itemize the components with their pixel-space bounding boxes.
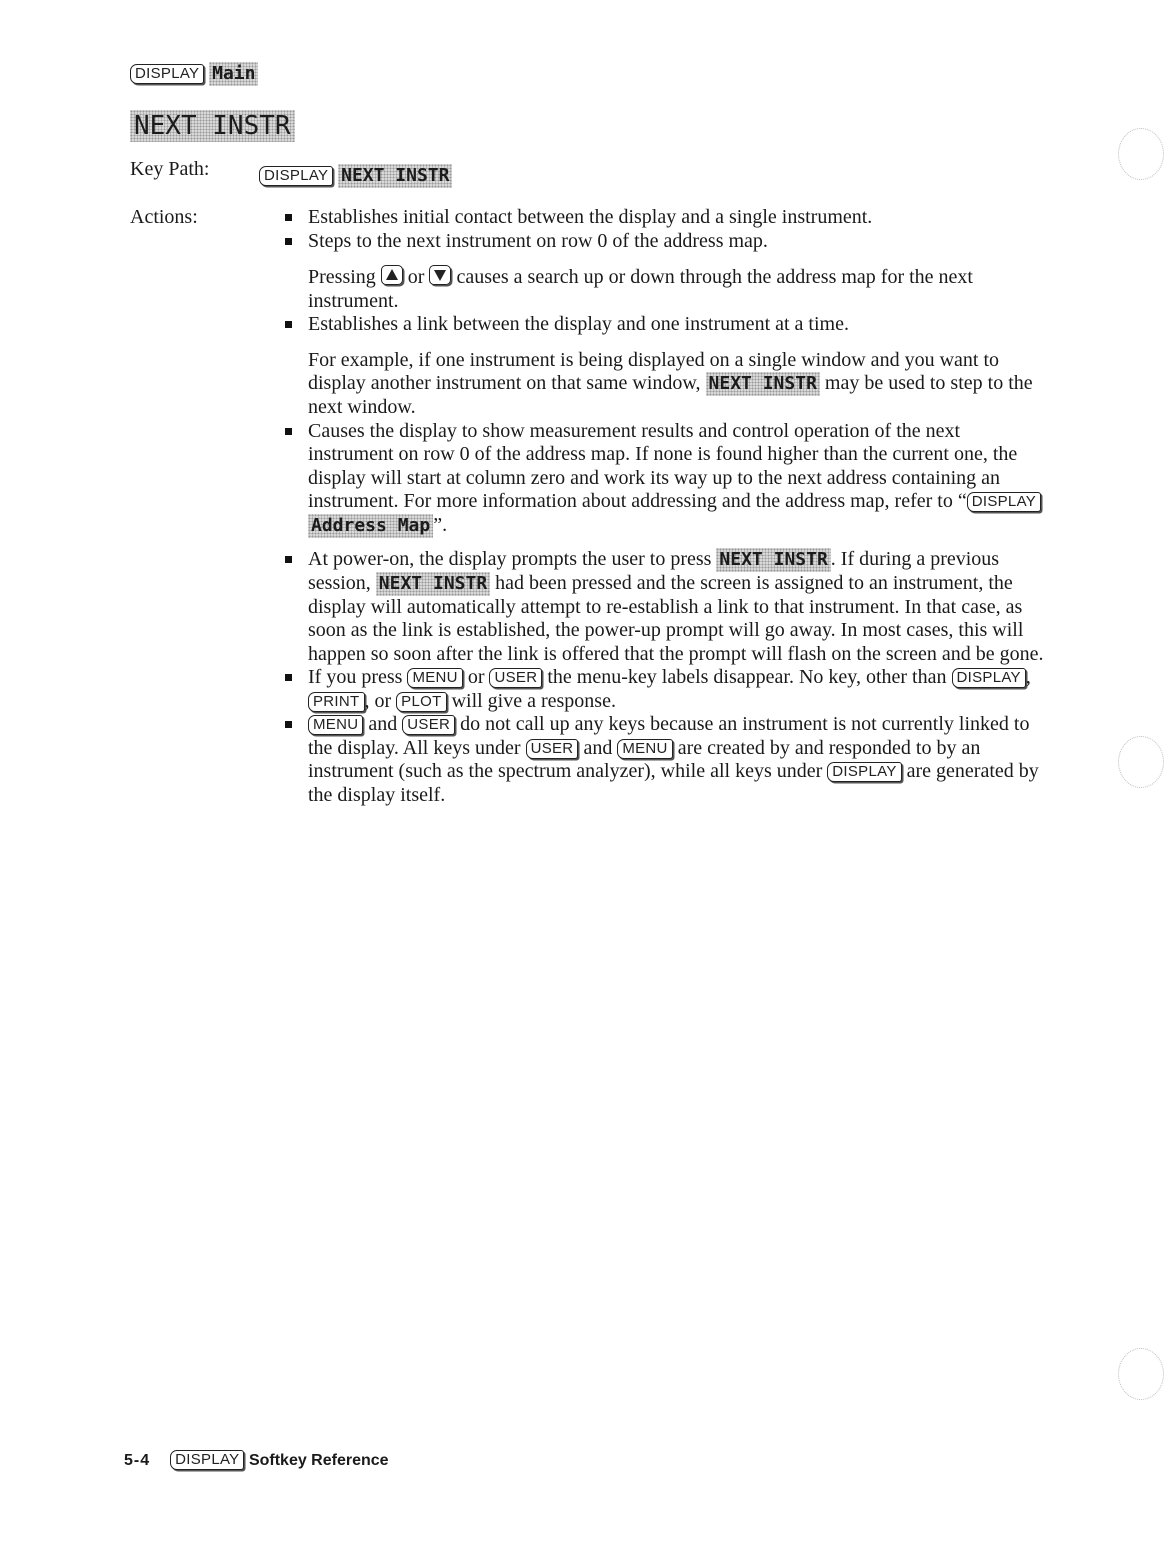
next-instr-softkey: NEXT INSTR (716, 548, 830, 572)
up-arrow-key-icon (381, 265, 403, 285)
footer-text: Softkey Reference (248, 1452, 389, 1469)
action-text: Establishes initial contact between the display and a single instrument. (308, 206, 873, 228)
down-arrow-key-icon (429, 265, 451, 285)
menu-key: MENU (308, 715, 363, 735)
action-text: If you press MENU or USER the menu-key labels disappear. No key, other than DISPLAY , PRINT , or PLOT will give a response. (308, 666, 1031, 712)
user-key: USER (489, 668, 542, 688)
action-text: Causes the display to show measurement results and control operation of the next instrument on row 0 of the address map. If none is found higher than the current one, the display will start at column zero and work its way up to the next address containing an instrument. For more information about addressing and the address map, refer to “ DISPLAY Address Map ”. (308, 420, 1045, 538)
list-item (285, 420, 1045, 538)
action-text: At power-on, the display prompts the user to press NEXT INSTR . If during a previous session, NEXT INSTR had been pressed and the screen is assigned to an instrument, the display will automatically attempt to re-establish a link to that instrument. In that case, as soon as the link is established, the power-up prompt will go away. In most cases, this will happen so soon after the link is offered that the prompt will flash on the screen and be gone. (308, 547, 1044, 665)
display-key: DISPLAY (967, 492, 1041, 512)
list-item (285, 666, 1045, 713)
title-softkey: NEXT INSTR (130, 110, 295, 142)
bullet (285, 674, 292, 681)
page-header (130, 62, 258, 86)
display-key: DISPLAY (170, 1450, 244, 1470)
keypath-value (259, 164, 452, 188)
page-number: 5-4 (124, 1452, 151, 1469)
next-instr-softkey: NEXT INSTR (338, 164, 452, 188)
bullet (285, 428, 292, 435)
display-key: DISPLAY (130, 64, 204, 84)
punch-hole-icon (1118, 128, 1164, 180)
menu-key: MENU (407, 668, 462, 688)
next-instr-softkey: NEXT INSTR (376, 572, 490, 596)
action-subtext: Pressing or causes a search up or down through the address map for the next instrument. (308, 266, 973, 312)
list-item (285, 713, 1045, 807)
display-key: DISPLAY (952, 668, 1026, 688)
punch-hole-icon (1118, 736, 1164, 788)
bullet (285, 321, 292, 328)
section-title (130, 110, 295, 142)
bullet (285, 238, 292, 245)
address-map-softkey: Address Map (308, 514, 433, 538)
punch-hole-icon (1118, 1348, 1164, 1400)
page-footer (124, 1450, 389, 1470)
print-key: PRINT (308, 692, 365, 712)
actions-list (285, 206, 1045, 807)
list-item (285, 548, 1045, 667)
action-text: Steps to the next instrument on row 0 of the address map. (308, 229, 768, 252)
display-key: DISPLAY (827, 762, 901, 782)
list-item (285, 230, 1045, 314)
display-key: DISPLAY (259, 166, 333, 186)
main-softkey: Main (209, 62, 258, 86)
keypath-label: Key Path: (130, 158, 210, 180)
menu-key: MENU (617, 739, 672, 759)
user-key: USER (526, 739, 579, 759)
bullet (285, 721, 292, 728)
bullet (285, 214, 292, 221)
actions-label: Actions: (130, 206, 198, 228)
user-key: USER (402, 715, 455, 735)
next-instr-softkey: NEXT INSTR (706, 372, 820, 396)
plot-key: PLOT (396, 692, 446, 712)
action-text: Establishes a link between the display and one instrument at a time. (308, 313, 849, 335)
action-subtext: For example, if one instrument is being displayed on a single window and you want to display another instrument on that same window, NEXT INSTR may be used to step to the next window. (308, 348, 1033, 418)
list-item (285, 206, 1045, 230)
bullet (285, 556, 292, 563)
action-text: MENU and USER do not call up any keys because an instrument is not currently linked to the display. All keys under USER and MENU are created by and responded to by an instrument (such as the spectrum analyzer), while all keys under DISPLAY are generated by the display itself. (308, 713, 1039, 806)
list-item (285, 313, 1045, 420)
